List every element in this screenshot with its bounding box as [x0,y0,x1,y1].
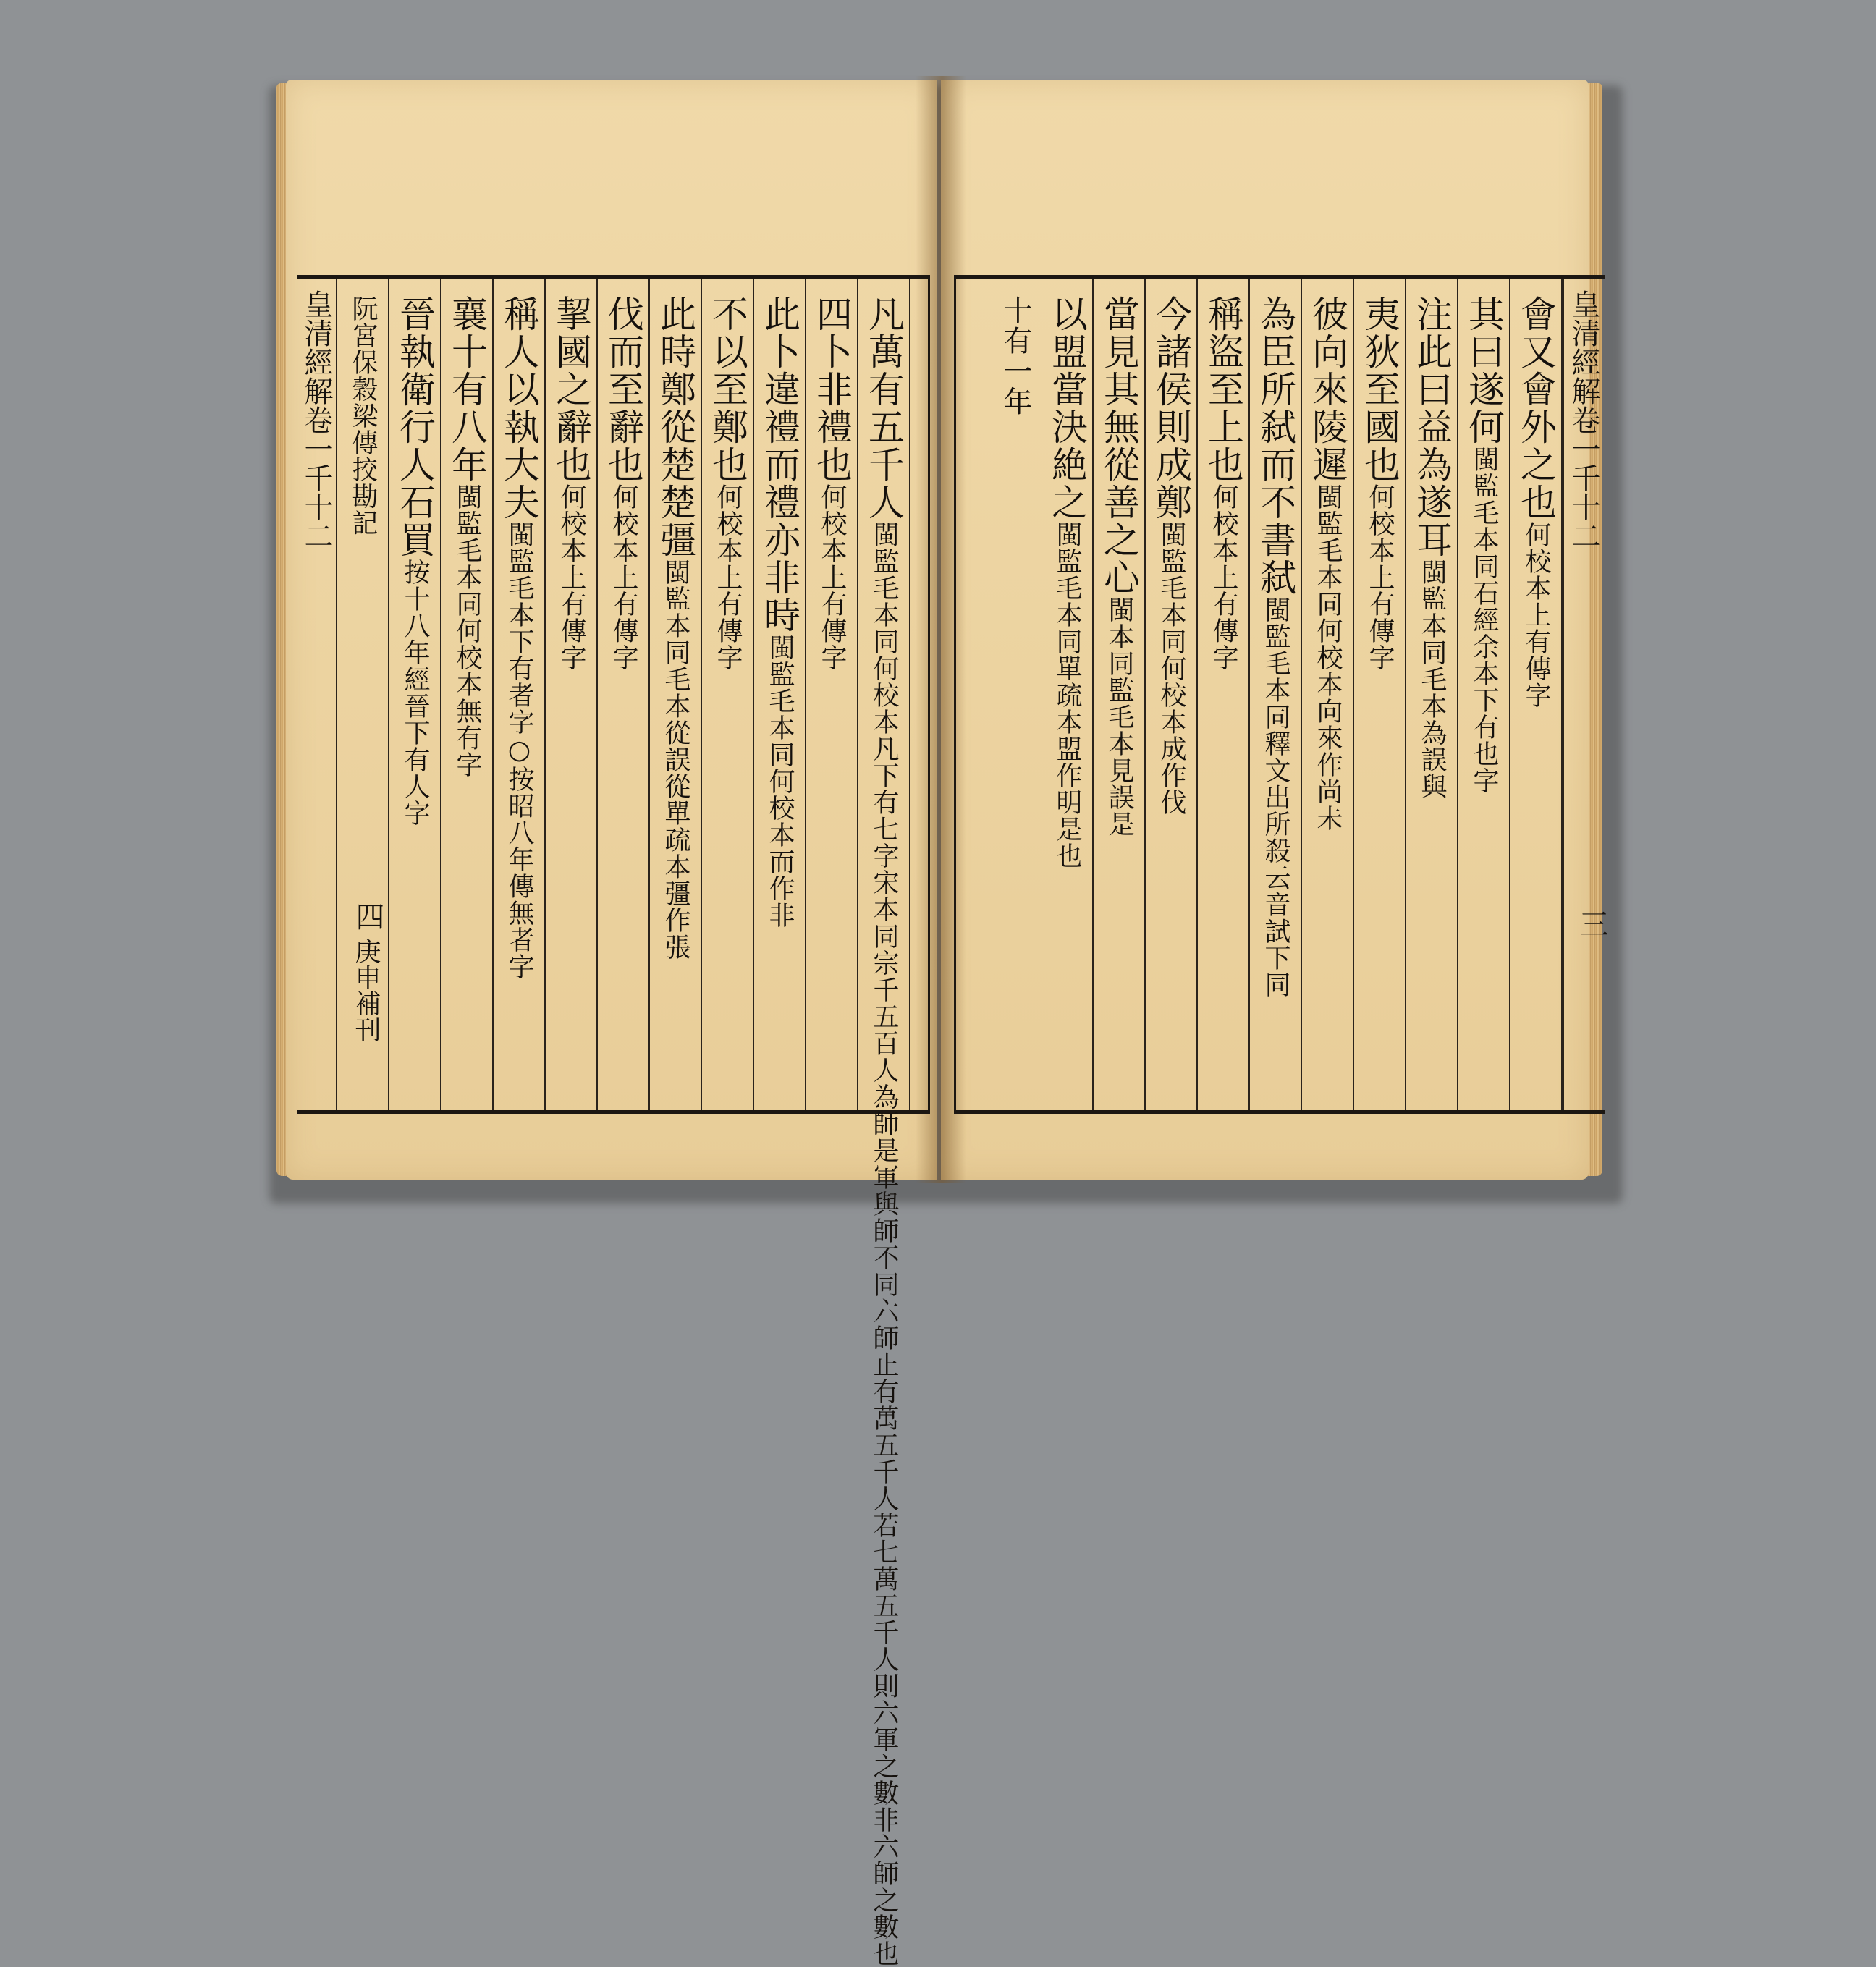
column-main-text: 伐而至辭也 [602,295,644,483]
column-note-text: 閩監本同毛本從誤從單疏本彊作張 [661,559,690,960]
column-note-text: 何校本上有傳字 [1209,483,1238,671]
right-column-6 [1250,279,1302,1110]
column-note-text: 閩監毛本同何校本凡下有七字宋本同宗千五百人為師是軍與師不同六師止有萬五千人若七萬五千人則六軍之數非六師之數也 [869,521,899,1967]
column-note-text: 按十八年經晉下有人字 [400,559,430,826]
column-main-text: 挈國之辭也 [550,295,592,483]
left-column-6 [598,279,650,1110]
left-column-4 [702,279,754,1110]
column-note-text: 閩監毛本同何校本向來作尚未 [1313,483,1343,832]
column-note-text: 何校本上有傳字 [1365,483,1395,671]
column-note-text: 閩監毛本同釋文出所殺云音試下同 [1261,596,1290,998]
column-note-text: 何校本上有傳字 [1521,521,1551,708]
column-main-text: 此卜違禮而禮亦非時 [759,295,800,634]
column-main-text: 以盟當決絶之 [1046,295,1088,521]
right-column-8 [1146,279,1198,1110]
column-main-text: 為臣所弑而不書弑 [1254,295,1296,596]
column-main-text: 夷狄至國也 [1359,295,1400,483]
column-note-text: 閩監毛本同石經余本下有也字 [1469,446,1499,794]
column-main-text: 其曰遂何 [1463,295,1505,446]
left-text-block [297,275,930,1967]
column-main-text: 四卜非禮也 [811,295,853,483]
left-page-margin [297,279,337,1110]
margin-imprint: 庚申補刊 [351,938,381,1042]
column-main-text: 注此曰益為遂耳 [1411,295,1453,559]
column-note-text: 何校本上有傳字 [713,483,743,671]
column-note-text: 閩監毛本同單疏本盟作明是也 [1052,521,1082,869]
column-main-text: 不以至鄭也 [706,295,748,483]
column-main-text: 今諸侯則成鄭 [1150,295,1192,521]
left-column-9 [441,279,494,1110]
left-column-8 [494,279,546,1110]
left-column-5 [650,279,702,1110]
margin-volume: 卷一千十二 [300,405,333,550]
column-note-text: 閩監毛本下有者字○按昭八年傳無者字 [504,521,534,980]
column-main-text: 會又會外之也 [1515,295,1557,521]
left-margin-subtitle [337,279,389,1110]
left-column-3 [754,279,806,1110]
column-main-text: 稱盜至上也 [1202,295,1244,483]
margin-book-title: 皇清經解 [300,289,333,405]
margin-subtitle: 阮宮保穀梁傳挍勘記 [348,295,378,536]
column-note-text: 閩監毛本同何校本無有字 [452,483,482,778]
right-text-block [954,275,1608,1114]
column-note-text: 何校本上有傳字 [817,483,847,671]
margin-folio: 四 [351,902,384,931]
column-main-text: 襄十有八年 [446,295,488,483]
column-note-text: 何校本上有傳字 [557,483,586,671]
column-note-text: 閩本同監毛本見誤是 [1104,596,1134,837]
left-column-7 [546,279,598,1110]
column-main-text: 彼向來陵遲 [1306,295,1348,483]
margin-book-title: 皇清經解 [1567,289,1600,405]
column-main-text: 晉執衛行人石買 [394,295,436,559]
right-column-7 [1198,279,1250,1110]
right-column-5 [1302,279,1354,1110]
right-column-2 [1458,279,1510,1110]
column-main-text: 凡萬有五千人 [863,295,905,521]
margin-folio: 三 [1575,909,1608,938]
margin-volume: 卷一千十二 [1567,405,1600,550]
left-column-10 [389,279,441,1110]
right-column-9 [1094,279,1146,1110]
column-main-text: 十有一年 [999,295,1032,417]
right-page-margin [1563,279,1608,1110]
column-note-text: 閩監毛本同何校本成作伐 [1157,521,1186,816]
column-note-text: 何校本上有傳字 [609,483,638,671]
column-note-text: 閩監毛本同何校本而作非 [765,634,795,928]
right-column-4 [1354,279,1406,1110]
right-column-10 [1041,279,1094,1110]
right-column-3 [1406,279,1458,1110]
column-note-text: 閩監本同毛本為誤與 [1417,559,1447,800]
column-main-text: 稱人以執大夫 [498,295,540,521]
left-column-1 [858,279,910,1967]
right-column-1 [1510,279,1563,1110]
left-column-2 [806,279,858,1110]
column-main-text: 當見其無從善之心 [1098,295,1140,596]
column-main-text: 此時鄭從楚楚彊 [654,295,696,559]
right-column-11 [989,279,1041,1110]
